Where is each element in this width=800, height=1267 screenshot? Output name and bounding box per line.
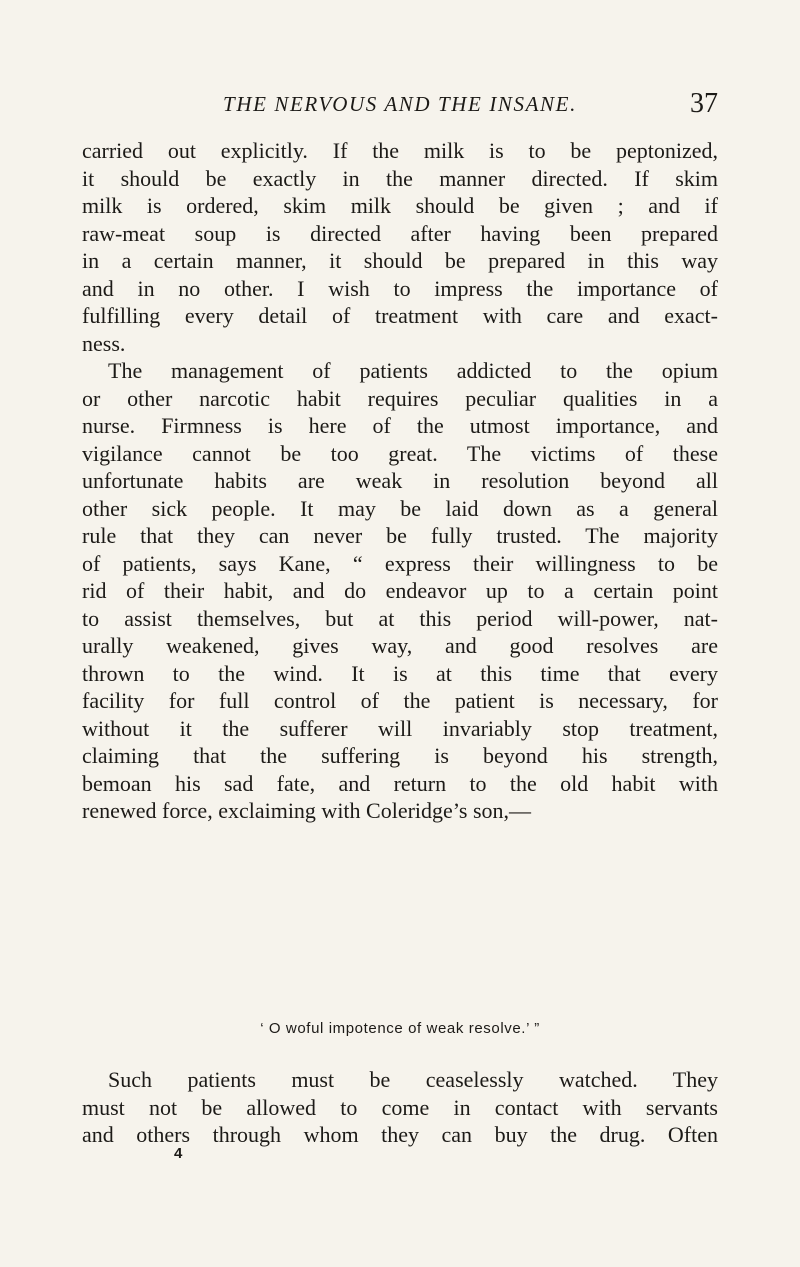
main-text-continued	[82, 1066, 718, 1149]
text-line: must not be allowed to come in contact with servants	[82, 1094, 718, 1120]
text-line: claiming that the suffering is beyond his strength,	[82, 743, 718, 768]
text-line: bemoan his sad fate, and return to the old habit with	[82, 770, 718, 796]
text-line: to assist themselves, but at this period will-power, nat-	[82, 605, 718, 631]
text-line: rid of their habit, and do endeavor up to a certain point	[82, 578, 718, 603]
text-line: unfortunate habits are weak in resolution beyond all	[82, 468, 718, 493]
text-line: in a certain manner, it should be prepared in this way	[82, 248, 718, 273]
text-line: Such patients must be ceaselessly watched. They	[108, 1067, 718, 1092]
main-text	[82, 137, 718, 825]
text-line: of patients, says Kane, “ express their willingness to be	[82, 550, 718, 576]
text-line: and in no other. I wish to impress the importance of	[82, 275, 718, 301]
text-line: other sick people. It may be laid down as a general	[82, 495, 718, 521]
text-line: vigilance cannot be too great. The victims of these	[82, 440, 718, 466]
text-line: raw-meat soup is directed after having been prepared	[82, 220, 718, 246]
text-line: ness.	[82, 330, 126, 356]
block-quote: ‘ O woful impotence of weak resolve.’ ”	[260, 1020, 540, 1037]
signature-mark: 4	[174, 1145, 183, 1162]
text-line: facility for full control of the patient is necessary, for	[82, 688, 718, 713]
text-line: or other narcotic habit requires peculiar qualities in a	[82, 385, 718, 411]
text-line: and others through whom they can buy the drug. Often	[82, 1122, 718, 1147]
text-line: rule that they can never be fully trusted. The majority	[82, 523, 718, 548]
text-line: renewed force, exclaiming with Coleridge’s son,—	[82, 798, 532, 823]
text-line: it should be exactly in the manner directed. If skim	[82, 165, 718, 191]
text-line: nurse. Firmness is here of the utmost importance, and	[82, 413, 718, 438]
page-number: 37	[690, 88, 718, 119]
text-line: fulfilling every detail of treatment with care and exact-	[82, 303, 718, 328]
running-title: THE NERVOUS AND THE INSANE.	[223, 92, 577, 116]
text-line: without it the sufferer will invariably stop treatment,	[82, 715, 718, 741]
text-line: milk is ordered, skim milk should be given ; and if	[82, 193, 718, 218]
text-line: urally weakened, gives way, and good resolves are	[82, 633, 718, 658]
running-head	[82, 88, 718, 122]
text-line: carried out explicitly. If the milk is to be peptonized,	[82, 138, 718, 163]
text-line: The management of patients addicted to the opium	[108, 358, 718, 383]
text-line: thrown to the wind. It is at this time that every	[82, 660, 718, 686]
